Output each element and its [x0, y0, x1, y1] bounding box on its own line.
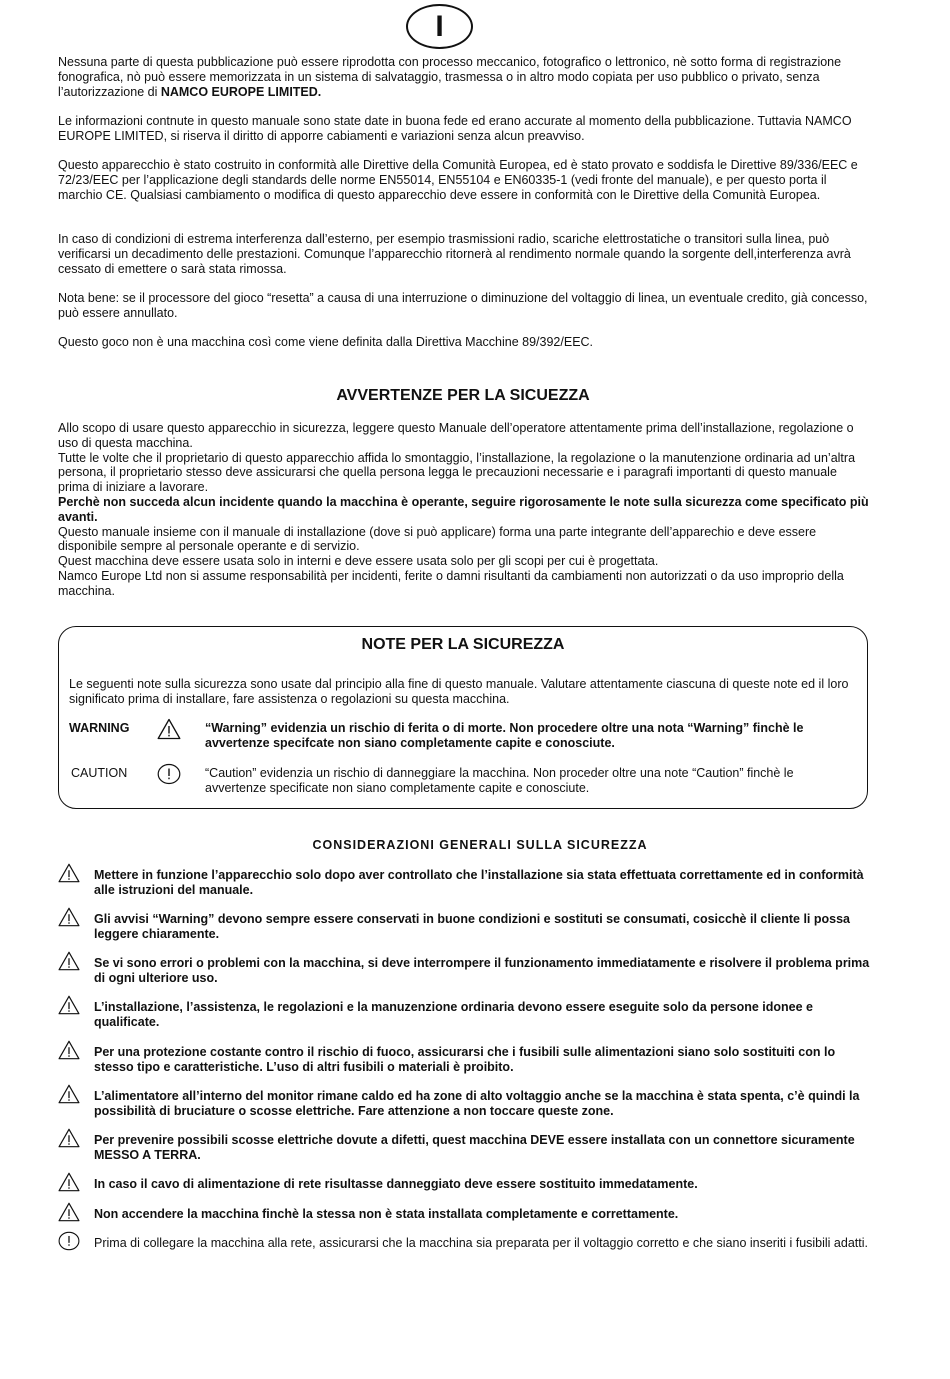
intro-paragraph-directive	[58, 335, 870, 350]
avvertenze-line: Quest macchina deve essere usata solo in interni e deve essere usata solo per gli scopi per cui è progettata.	[58, 554, 659, 569]
general-safety-text: Per una protezione costante contro il rischio di fuoco, assicurarsi che i fusibili sulle alimentazioni siano solo sostituiti con lo stesso tipo e caratteristiche. L’uso di altri fusibili o materiali è proibito.	[94, 1045, 836, 1074]
general-safety-text: Prima di collegare la macchina alla rete, assicurarsi che la macchina sia preparata per il voltaggio corretto e che siano inseriti i fusibili adatti.	[94, 1236, 868, 1250]
warning-triangle-icon	[58, 1201, 80, 1223]
general-safety-text: L’alimentatore all’interno del monitor rimane caldo ed ha zone di alto voltaggio anche se la macchina è stata spenta, c’è quindi la possibilità di bruciature o scosse elettriche. Fare attenzione a non toccare queste zone.	[94, 1089, 860, 1118]
interference-text: In caso di condizioni di estrema interferenza dall’esterno, per esempio trasmissioni radio, scariche elettrostatiche o transitori sulla linea, può verificarsi un decadimento delle prestazioni. Comunque l’apparecchio ritornerà al rendimento normale quando la sorgente dell,interferenza avrà cessato di emettere o sarà stata rimossa.	[58, 232, 851, 276]
general-safety-text: Gli avvisi “Warning” devono sempre essere conservati in buone condizioni e sostituti se consumati, cosicchè il cliente li possa leggere chiaramente.	[94, 912, 851, 941]
caution-circle-icon	[58, 1230, 80, 1252]
avvertenze-line: Tutte le volte che il proprietario di questo apparecchio affida lo smontaggio, l’installazione, la regolazione o la manutenzione ordinaria ad un’altra persona, il proprietario stesso deve assicurarsi che quella persona legga le precauzioni necessarie e i paragrafi importanti di questo manuale prima di iniziare a lavorare.	[58, 450, 856, 495]
warning-triangle-icon	[58, 1039, 80, 1061]
caution-label: CAUTION	[71, 766, 128, 780]
avvertenze-title: AVVERTENZE PER LA SICUEZZA	[336, 387, 590, 404]
general-safety-text: In caso il cavo di alimentazione di rete risultasse danneggiato deve essere sostituito immedatamente.	[94, 1177, 698, 1191]
intro-paragraph-reset	[58, 291, 870, 321]
general-safety-text: Mettere in funzione l’apparecchio solo dopo aver controllato che l’installazione sia stata effettuata correttamente ed in conformità alle istruzioni del manuale.	[94, 868, 864, 897]
company-name: NAMCO EUROPE LIMITED.	[160, 84, 322, 99]
warning-triangle-icon	[157, 718, 181, 740]
intro-paragraph-conformity	[58, 158, 870, 202]
copyright-text: Nessuna parte di questa pubblicazione può essere riprodotta con processo meccanico, fotografico o lettronico, nè sotto forma di registrazione fonografica, nò può essere memorizzata in un sistema di salvataggio, trasmessa o in altro modo copiata per uso pubblico o privato, senza l’autorizzazione di	[58, 55, 842, 99]
avvertenze-line: Questo manuale insieme con il manuale di installazione (dove si può applicare) forma una parte integrante dell’apparechio e deve essere disponibile sempre al personale operante e di servizio.	[58, 524, 817, 554]
reset-text: Nota bene: se il processore del gioco “resetta” a causa di una interruzione o diminuzione del voltaggio di linea, un eventuale credito, già concesso, può essere annullato.	[58, 291, 868, 320]
warning-text: “Warning” evidenzia un rischio di ferita o di morte. Non procedere oltre una nota “Warning” finchè le avvertenze specifcate non siano completamente capite e conosciute.	[205, 721, 804, 750]
warning-triangle-icon	[58, 1083, 80, 1105]
warning-triangle-icon	[58, 1171, 80, 1193]
general-safety-text: Non accendere la macchina finchè la stessa non è stata installata completamente e correttamente.	[94, 1207, 679, 1221]
warning-label: WARNING	[69, 721, 130, 735]
warning-triangle-icon	[58, 994, 80, 1016]
warning-triangle-icon	[58, 906, 80, 928]
intro-paragraph-copyright	[58, 55, 870, 99]
intro-paragraph-interference	[58, 232, 870, 276]
caution-text: “Caution” evidenzia un rischio di danneggiare la macchina. Non proceder oltre una note “Caution” finchè le avvertenze specificate non siano completamente capite e conosciute.	[205, 766, 794, 795]
warning-triangle-icon	[58, 1127, 80, 1149]
directive-text: Questo goco non è una macchina così come viene definita dalla Direttiva Macchine 89/392/EEC.	[58, 335, 594, 349]
conformity-text: Questo apparecchio è stato costruito in conformità alle Direttive della Comunità Europea, ed è stato provato e soddisfa le Direttive 89/336/EEC e 72/23/EEC per l’applicazione degli standards delle norme EN55014, EN55104 e EN60335-1 (vedi fronte del manuale), e per questo porta il marchio CE. Qualsiasi cambiamento o modifica di questo apparecchio deve essere in conformità con le Direttive della Comunità Europea.	[58, 158, 858, 202]
avvertenze-body	[58, 421, 870, 599]
safety-notes-box	[58, 626, 868, 809]
warning-triangle-icon	[58, 862, 80, 884]
general-safety-text: Per prevenire possibili scosse elettriche dovute a difetti, quest macchina DEVE essere installata con un connettore sicuramente MESSO A TERRA.	[94, 1133, 855, 1162]
general-safety-text: L’installazione, l’assistenza, le regolazioni e la manuzenzione ordinaria devono essere eseguite solo da persone idonee e qualificate.	[94, 1000, 813, 1029]
avvertenze-line: Allo scopo di usare questo apparecchio in sicurezza, leggere questo Manuale dell’operatore attentamente prima dell’installazione, regolazione o uso di questa macchina.	[58, 421, 854, 450]
caution-circle-icon	[157, 763, 181, 785]
info-text: Le informazioni contnute in questo manuale sono state date in buona fede ed erano accurate al momento della pubblicazione. Tuttavia NAMCO EUROPE LIMITED, si riserva il diritto di apporre cabiamenti e variazioni senza alcun preavviso.	[58, 114, 852, 143]
warning-triangle-icon	[58, 950, 80, 972]
avvertenze-line: Namco Europe Ltd non si assume responsabilità per incidenti, ferite o damni risultanti da cambiamenti non autorizzati o da uso improprio della macchina.	[58, 568, 844, 598]
safety-notes-intro: Le seguenti note sulla sicurezza sono usate dal principio alla fine di questo manuale. Valutare attentamente ciascuna di queste note ed il loro significato prima di installare, fare assistenza o regolazioni su questa macchina.	[69, 677, 849, 706]
avvertenze-line-bold: Perchè non succeda alcun incidente quando la macchina è operante, seguire rigorosamente le note sulla sicurezza come specificato più avanti.	[58, 494, 869, 524]
general-safety-title: CONSIDERAZIONI GENERALI SULLA SICUREZZA	[312, 838, 648, 852]
general-safety-text: Se vi sono errori o problemi con la macchina, si deve interrompere il funzionamento immediatamente e risolvere il problema prima di ogni ulteriore uso.	[94, 956, 870, 985]
safety-notes-title: NOTE PER LA SICUREZZA	[361, 636, 565, 653]
language-badge: I	[406, 4, 473, 49]
intro-paragraph-info	[58, 114, 870, 144]
